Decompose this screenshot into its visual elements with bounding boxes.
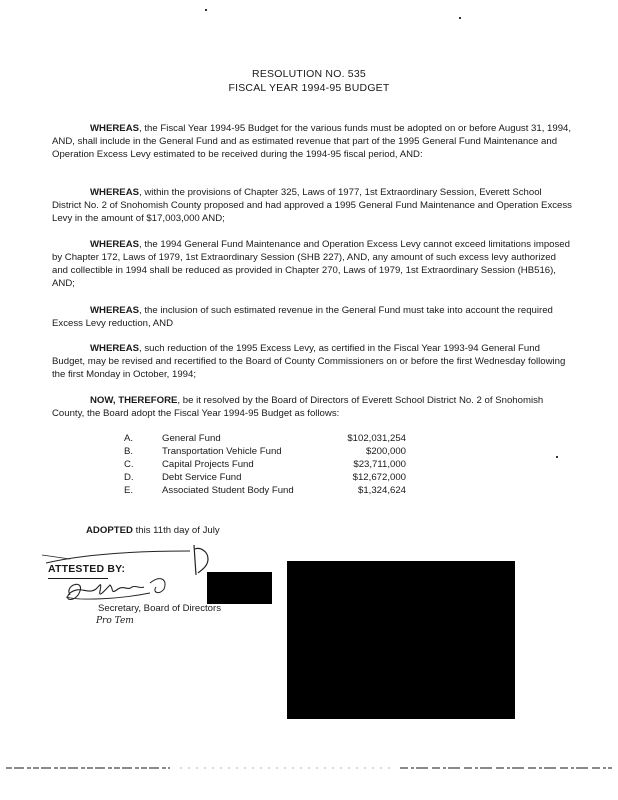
fund-name: General Fund [162,433,221,444]
fund-amount: $102,031,254 [347,433,406,444]
fund-letter: B. [124,446,134,457]
pro-tem-note: Pro Tem [96,616,134,626]
redaction-block [287,561,515,719]
fund-amount: $200,000 [365,446,406,457]
fund-name: Capital Projects Fund [162,459,254,470]
fund-name: Associated Student Body Fund [162,485,294,496]
scan-speck [556,456,558,458]
resolution-number: RESOLUTION NO. 535 [252,68,366,80]
fund-row [0,433,618,446]
attested-label: ATTESTED BY: [48,563,126,575]
fund-letter: E. [124,485,134,496]
paragraph-text: , within the provisions of Chapter 325, Laws of 1977, 1st Extraordinary Session, Everett School District No. 2 of Snohomish County proposed and had approved a 1995 General Fund Maintenance and Operation Excess Levy in the amount of $17,003,000 AND; [52,187,572,224]
whereas-paragraph-5 [52,342,572,381]
fund-row [0,485,618,498]
whereas-paragraph-4 [52,304,572,330]
paragraph-lead: WHEREAS [90,187,140,198]
fund-letter: A. [124,433,134,444]
paragraph-text: , the 1994 General Fund Maintenance and Operation Excess Levy cannot exceed limitations imposed by Chapter 172, Laws of 1979, 1st Extraordinary Session (SHB 227), AND, any amount of such excess levy authorized and collectible in 1994 shall be reduced as provided in Chapter 270, Laws of 1979, 1st Extraordinary Session (HB516), AND; [52,239,570,289]
whereas-paragraph-3 [52,238,572,290]
paragraph-lead: WHEREAS [90,239,140,250]
scan-edge-artifact [0,764,618,772]
fund-name: Transportation Vehicle Fund [162,446,282,457]
adopted-line [86,525,220,536]
fund-row [0,459,618,472]
paragraph-text: , the Fiscal Year 1994-95 Budget for the various funds must be adopted on or before August 31, 1994, AND, shall include in the General Fund and as estimated revenue that part of the 1995 General Fund Maintenance and Operation Excess Levy estimated to be received during the 1994-95 fiscal period, AND: [52,123,572,160]
fund-amount: $1,324,624 [357,485,406,496]
paragraph-text: , such reduction of the 1995 Excess Levy, as certified in the Fiscal Year 1993-94 General Fund Budget, may be revised and recertified to the Board of County Commissioners on or before the first Wednesday following the first Monday in October, 1994; [52,343,566,380]
budget-title: FISCAL YEAR 1994-95 BUDGET [228,82,390,94]
paragraph-lead: WHEREAS [90,305,140,316]
paragraph-lead: WHEREAS [90,123,140,134]
resolution-paragraph [52,394,572,420]
secretary-title: Secretary, Board of Directors [98,603,221,614]
fund-row [0,472,618,485]
fund-letter: C. [124,459,134,470]
scan-speck [205,9,207,11]
paragraph-text: , the inclusion of such estimated revenue in the General Fund must take into account the required Excess Levy reduction, AND [52,305,553,329]
fund-amount: $12,672,000 [352,472,406,483]
fund-name: Debt Service Fund [162,472,242,483]
redaction-block [207,572,272,604]
fund-row [0,446,618,459]
fund-amount: $23,711,000 [353,459,406,470]
paragraph-lead: WHEREAS [90,343,140,354]
whereas-paragraph-1 [52,122,572,161]
paragraph-text: , be it resolved by the Board of Directors of Everett School District No. 2 of Snohomish County, the Board adopt the Fiscal Year 1994-95 Budget as follows: [52,395,544,419]
fund-letter: D. [124,472,134,483]
adopted-lead: ADOPTED [86,525,133,536]
paragraph-lead: NOW, THEREFORE [90,395,178,406]
whereas-paragraph-2 [52,186,572,225]
scan-speck [459,17,461,19]
adopted-date: this 11th day of July [132,525,220,536]
